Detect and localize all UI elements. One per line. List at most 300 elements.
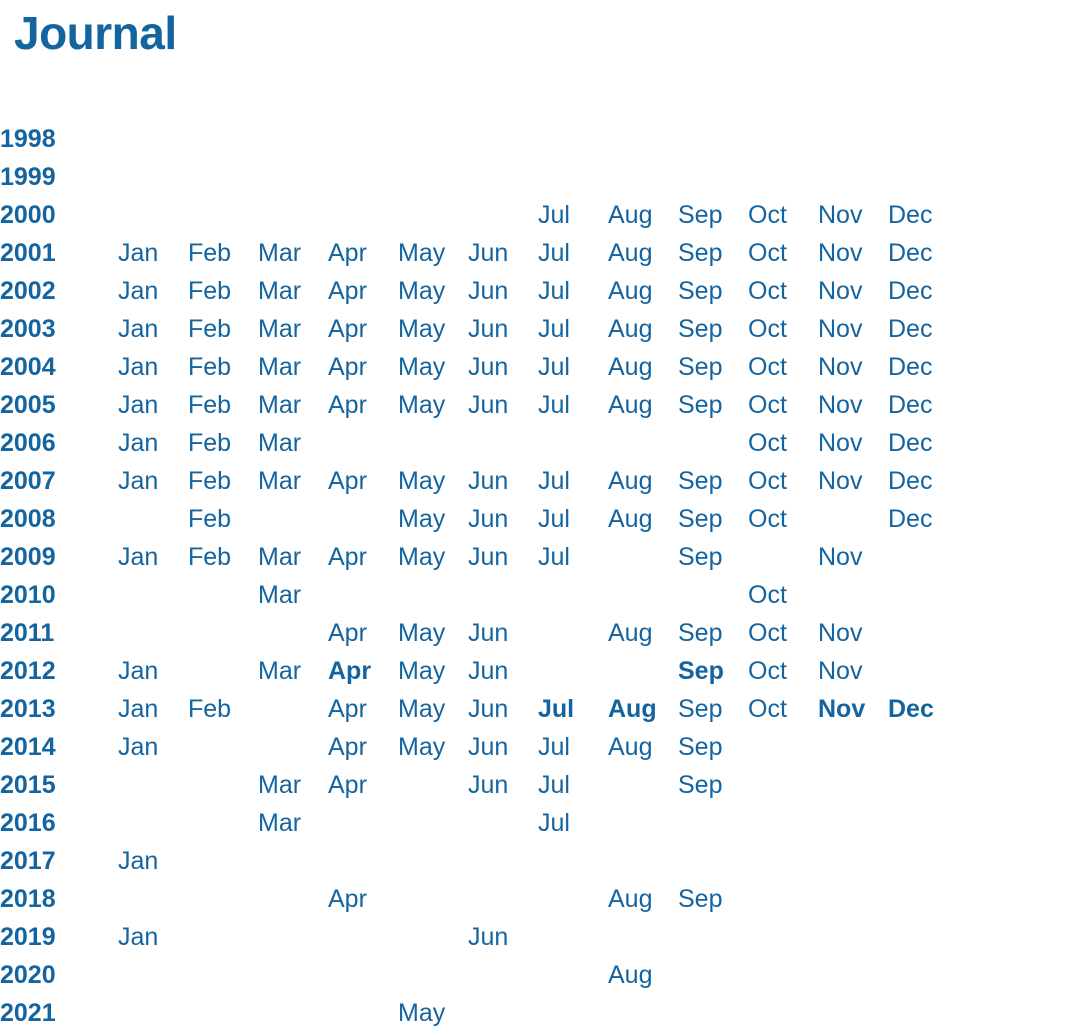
archive-month-link[interactable]: May (398, 619, 446, 647)
archive-month-cell[interactable] (538, 804, 608, 842)
archive-month-cell[interactable] (468, 500, 538, 538)
archive-month-cell[interactable] (118, 234, 188, 272)
archive-month-link[interactable]: Jun (468, 239, 509, 267)
archive-month-link[interactable]: Mar (258, 239, 302, 267)
archive-month-link[interactable]: Sep (678, 771, 723, 799)
archive-month-cell[interactable] (188, 386, 258, 424)
archive-month-cell[interactable] (188, 234, 258, 272)
archive-month-link[interactable]: Dec (888, 239, 933, 267)
archive-month-link[interactable]: Mar (258, 467, 302, 495)
archive-month-cell[interactable] (398, 690, 468, 728)
archive-month-link[interactable]: Sep (678, 315, 723, 343)
archive-month-cell[interactable] (328, 538, 398, 576)
archive-month-link[interactable]: Aug (608, 505, 653, 533)
archive-month-link[interactable]: Dec (888, 695, 934, 723)
archive-month-cell[interactable] (398, 652, 468, 690)
archive-month-link[interactable]: Jan (118, 467, 159, 495)
archive-month-cell[interactable] (328, 880, 398, 918)
archive-month-cell[interactable] (818, 196, 888, 234)
archive-month-link[interactable]: Dec (888, 429, 933, 457)
archive-month-cell[interactable] (888, 272, 958, 310)
archive-month-cell[interactable] (678, 880, 748, 918)
archive-month-link[interactable]: Feb (188, 505, 232, 533)
archive-month-cell[interactable] (188, 462, 258, 500)
archive-month-link[interactable]: Jul (538, 505, 570, 533)
archive-month-link[interactable]: Nov (818, 277, 863, 305)
archive-month-cell[interactable] (188, 538, 258, 576)
archive-month-cell[interactable] (398, 272, 468, 310)
archive-month-cell[interactable] (678, 614, 748, 652)
archive-month-cell[interactable] (118, 272, 188, 310)
archive-month-link[interactable]: Jul (538, 771, 570, 799)
archive-month-link[interactable]: Jul (538, 239, 570, 267)
archive-month-cell[interactable] (888, 196, 958, 234)
archive-month-cell[interactable] (258, 804, 328, 842)
archive-month-cell[interactable] (258, 652, 328, 690)
archive-month-link[interactable]: Jun (468, 733, 509, 761)
archive-month-link[interactable]: Jun (468, 771, 509, 799)
archive-month-cell[interactable] (748, 462, 818, 500)
archive-month-link[interactable]: Nov (818, 467, 863, 495)
archive-month-link[interactable]: Mar (258, 277, 302, 305)
archive-month-cell[interactable] (608, 386, 678, 424)
archive-month-cell[interactable] (818, 348, 888, 386)
archive-month-link[interactable]: Aug (608, 619, 653, 647)
archive-month-link[interactable]: May (398, 733, 446, 761)
archive-month-cell[interactable] (328, 234, 398, 272)
archive-month-link[interactable]: Sep (678, 619, 723, 647)
archive-month-link[interactable]: Oct (748, 239, 787, 267)
archive-month-cell[interactable] (398, 386, 468, 424)
archive-month-cell[interactable] (818, 652, 888, 690)
archive-month-cell[interactable] (398, 500, 468, 538)
archive-month-cell[interactable] (818, 690, 888, 728)
archive-month-cell[interactable] (678, 652, 748, 690)
archive-month-link[interactable]: Aug (608, 239, 653, 267)
archive-month-cell[interactable] (468, 310, 538, 348)
archive-month-link[interactable]: Jan (118, 733, 159, 761)
archive-month-cell[interactable] (538, 766, 608, 804)
archive-month-cell[interactable] (328, 348, 398, 386)
archive-month-link[interactable]: Aug (608, 315, 653, 343)
archive-month-cell[interactable] (818, 462, 888, 500)
archive-month-link[interactable]: Jan (118, 353, 159, 381)
archive-month-cell[interactable] (118, 462, 188, 500)
archive-month-cell[interactable] (608, 462, 678, 500)
archive-month-cell[interactable] (748, 500, 818, 538)
archive-month-cell[interactable] (258, 348, 328, 386)
archive-month-link[interactable]: Sep (678, 239, 723, 267)
archive-month-link[interactable]: Dec (888, 353, 933, 381)
archive-month-cell[interactable] (888, 386, 958, 424)
archive-month-link[interactable]: Feb (188, 543, 232, 571)
archive-month-link[interactable]: Mar (258, 391, 302, 419)
archive-month-cell[interactable] (118, 728, 188, 766)
archive-month-link[interactable]: Jan (118, 695, 159, 723)
archive-month-link[interactable]: Mar (258, 429, 302, 457)
archive-month-cell[interactable] (258, 310, 328, 348)
archive-month-link[interactable]: Oct (748, 391, 787, 419)
archive-month-link[interactable]: Oct (748, 315, 787, 343)
archive-month-cell[interactable] (888, 690, 958, 728)
archive-month-link[interactable]: Oct (748, 353, 787, 381)
archive-month-link[interactable]: Jan (118, 657, 159, 685)
archive-month-link[interactable]: Jun (468, 657, 509, 685)
archive-month-link[interactable]: Oct (748, 467, 787, 495)
archive-month-link[interactable]: Apr (328, 277, 367, 305)
archive-month-link[interactable]: Sep (678, 391, 723, 419)
archive-month-link[interactable]: Dec (888, 277, 933, 305)
archive-month-cell[interactable] (888, 500, 958, 538)
archive-month-link[interactable]: Jun (468, 315, 509, 343)
archive-month-link[interactable]: Jan (118, 277, 159, 305)
archive-month-link[interactable]: Aug (608, 391, 653, 419)
archive-month-link[interactable]: Feb (188, 391, 232, 419)
archive-month-link[interactable]: Jan (118, 543, 159, 571)
archive-month-cell[interactable] (468, 918, 538, 956)
archive-month-cell[interactable] (538, 538, 608, 576)
archive-month-cell[interactable] (678, 272, 748, 310)
archive-month-cell[interactable] (398, 728, 468, 766)
archive-month-cell[interactable] (678, 462, 748, 500)
archive-month-cell[interactable] (328, 310, 398, 348)
archive-month-cell[interactable] (328, 652, 398, 690)
archive-month-cell[interactable] (118, 310, 188, 348)
archive-month-link[interactable]: Jun (468, 619, 509, 647)
archive-month-link[interactable]: Nov (818, 353, 863, 381)
archive-month-link[interactable]: Dec (888, 315, 933, 343)
archive-month-link[interactable]: Jun (468, 467, 509, 495)
archive-month-cell[interactable] (118, 538, 188, 576)
archive-month-cell[interactable] (118, 386, 188, 424)
archive-month-link[interactable]: May (398, 695, 446, 723)
archive-month-cell[interactable] (538, 728, 608, 766)
archive-month-link[interactable]: Sep (678, 657, 724, 685)
archive-month-link[interactable]: Mar (258, 657, 302, 685)
archive-month-cell[interactable] (748, 386, 818, 424)
archive-month-link[interactable]: Feb (188, 467, 232, 495)
archive-month-cell[interactable] (328, 614, 398, 652)
archive-month-link[interactable]: Apr (328, 467, 367, 495)
archive-month-cell[interactable] (608, 196, 678, 234)
archive-month-cell[interactable] (398, 348, 468, 386)
archive-month-cell[interactable] (888, 234, 958, 272)
archive-month-cell[interactable] (398, 462, 468, 500)
archive-month-cell[interactable] (748, 272, 818, 310)
archive-month-link[interactable]: Feb (188, 239, 232, 267)
archive-month-link[interactable]: Nov (818, 619, 863, 647)
archive-month-link[interactable]: Jul (538, 809, 570, 837)
archive-month-cell[interactable] (608, 348, 678, 386)
archive-month-link[interactable]: Jun (468, 923, 509, 951)
archive-month-link[interactable]: Jun (468, 505, 509, 533)
archive-month-cell[interactable] (678, 766, 748, 804)
archive-month-cell[interactable] (468, 728, 538, 766)
archive-month-link[interactable]: Jun (468, 277, 509, 305)
archive-month-cell[interactable] (608, 956, 678, 994)
archive-month-link[interactable]: Sep (678, 885, 723, 913)
archive-month-cell[interactable] (888, 462, 958, 500)
archive-month-link[interactable]: Jun (468, 391, 509, 419)
archive-month-link[interactable]: May (398, 505, 446, 533)
archive-month-cell[interactable] (748, 614, 818, 652)
archive-month-cell[interactable] (608, 880, 678, 918)
archive-month-link[interactable]: Jan (118, 315, 159, 343)
archive-month-link[interactable]: Feb (188, 353, 232, 381)
archive-month-link[interactable]: Feb (188, 277, 232, 305)
archive-month-cell[interactable] (258, 766, 328, 804)
archive-month-link[interactable]: Sep (678, 353, 723, 381)
archive-month-link[interactable]: Feb (188, 429, 232, 457)
archive-month-cell[interactable] (608, 272, 678, 310)
archive-month-cell[interactable] (398, 994, 468, 1032)
archive-month-cell[interactable] (538, 500, 608, 538)
archive-month-link[interactable]: Jul (538, 733, 570, 761)
archive-month-link[interactable]: Jul (538, 277, 570, 305)
archive-month-link[interactable]: May (398, 543, 446, 571)
archive-month-link[interactable]: May (398, 467, 446, 495)
archive-month-link[interactable]: Sep (678, 467, 723, 495)
archive-month-link[interactable]: May (398, 239, 446, 267)
archive-month-link[interactable]: Nov (818, 391, 863, 419)
archive-month-cell[interactable] (678, 348, 748, 386)
archive-month-cell[interactable] (258, 576, 328, 614)
archive-month-cell[interactable] (398, 234, 468, 272)
archive-month-cell[interactable] (608, 690, 678, 728)
archive-month-link[interactable]: Oct (748, 619, 787, 647)
archive-month-link[interactable]: Aug (608, 961, 653, 989)
archive-month-cell[interactable] (328, 766, 398, 804)
archive-month-link[interactable]: Nov (818, 239, 863, 267)
archive-month-cell[interactable] (468, 538, 538, 576)
archive-month-cell[interactable] (748, 348, 818, 386)
archive-month-cell[interactable] (118, 918, 188, 956)
archive-month-cell[interactable] (468, 348, 538, 386)
archive-month-cell[interactable] (188, 272, 258, 310)
archive-month-link[interactable]: Aug (608, 201, 653, 229)
archive-month-link[interactable]: Feb (188, 315, 232, 343)
archive-month-cell[interactable] (118, 348, 188, 386)
archive-month-cell[interactable] (608, 728, 678, 766)
archive-month-cell[interactable] (818, 272, 888, 310)
archive-month-cell[interactable] (398, 310, 468, 348)
archive-month-cell[interactable] (328, 728, 398, 766)
archive-month-link[interactable]: Dec (888, 201, 933, 229)
archive-month-cell[interactable] (538, 234, 608, 272)
archive-month-cell[interactable] (748, 424, 818, 462)
archive-month-cell[interactable] (118, 424, 188, 462)
archive-month-link[interactable]: May (398, 391, 446, 419)
archive-month-cell[interactable] (188, 348, 258, 386)
archive-month-cell[interactable] (538, 310, 608, 348)
archive-month-link[interactable]: Jul (538, 695, 575, 723)
archive-month-cell[interactable] (258, 234, 328, 272)
archive-month-cell[interactable] (468, 462, 538, 500)
archive-month-link[interactable]: Mar (258, 543, 302, 571)
archive-month-link[interactable]: Apr (328, 619, 367, 647)
archive-month-cell[interactable] (188, 310, 258, 348)
archive-month-link[interactable]: Sep (678, 695, 723, 723)
archive-month-link[interactable]: Apr (328, 695, 367, 723)
archive-month-link[interactable]: Dec (888, 505, 933, 533)
archive-month-cell[interactable] (328, 462, 398, 500)
archive-month-link[interactable]: Jan (118, 847, 159, 875)
archive-month-cell[interactable] (818, 538, 888, 576)
archive-month-link[interactable]: Oct (748, 277, 787, 305)
archive-month-cell[interactable] (748, 576, 818, 614)
archive-month-cell[interactable] (678, 234, 748, 272)
archive-month-cell[interactable] (538, 196, 608, 234)
archive-month-link[interactable]: Jul (538, 353, 570, 381)
archive-month-link[interactable]: Aug (608, 277, 653, 305)
archive-month-cell[interactable] (678, 538, 748, 576)
archive-month-cell[interactable] (678, 196, 748, 234)
archive-month-link[interactable]: Nov (818, 315, 863, 343)
archive-month-cell[interactable] (678, 500, 748, 538)
archive-month-cell[interactable] (748, 234, 818, 272)
archive-month-link[interactable]: Aug (608, 695, 657, 723)
archive-month-link[interactable]: May (398, 657, 446, 685)
archive-month-cell[interactable] (468, 652, 538, 690)
archive-month-cell[interactable] (538, 272, 608, 310)
archive-month-cell[interactable] (678, 310, 748, 348)
archive-month-cell[interactable] (118, 690, 188, 728)
archive-month-link[interactable]: Jul (538, 467, 570, 495)
archive-month-link[interactable]: Apr (328, 353, 367, 381)
archive-month-cell[interactable] (818, 234, 888, 272)
archive-month-cell[interactable] (608, 614, 678, 652)
archive-month-link[interactable]: Oct (748, 429, 787, 457)
archive-month-link[interactable]: Apr (328, 657, 372, 685)
archive-month-cell[interactable] (678, 728, 748, 766)
archive-month-link[interactable]: Mar (258, 315, 302, 343)
archive-month-cell[interactable] (468, 766, 538, 804)
archive-month-cell[interactable] (258, 272, 328, 310)
archive-month-link[interactable]: Apr (328, 771, 367, 799)
archive-month-link[interactable]: Jan (118, 391, 159, 419)
archive-month-link[interactable]: Aug (608, 885, 653, 913)
archive-month-cell[interactable] (118, 842, 188, 880)
archive-month-link[interactable]: Jul (538, 315, 570, 343)
archive-month-cell[interactable] (188, 500, 258, 538)
archive-month-cell[interactable] (608, 234, 678, 272)
archive-month-link[interactable]: May (398, 353, 446, 381)
archive-month-cell[interactable] (888, 348, 958, 386)
archive-month-link[interactable]: Oct (748, 581, 787, 609)
archive-month-link[interactable]: May (398, 277, 446, 305)
archive-month-cell[interactable] (258, 462, 328, 500)
archive-month-cell[interactable] (188, 690, 258, 728)
archive-month-link[interactable]: Jan (118, 923, 159, 951)
archive-month-cell[interactable] (538, 462, 608, 500)
archive-month-cell[interactable] (608, 500, 678, 538)
archive-month-link[interactable]: Sep (678, 505, 723, 533)
archive-month-link[interactable]: Jul (538, 201, 570, 229)
archive-month-cell[interactable] (468, 614, 538, 652)
archive-month-link[interactable]: Jan (118, 429, 159, 457)
archive-month-link[interactable]: Aug (608, 353, 653, 381)
archive-month-link[interactable]: Jul (538, 543, 570, 571)
archive-month-cell[interactable] (608, 310, 678, 348)
archive-month-cell[interactable] (818, 424, 888, 462)
archive-month-link[interactable]: May (398, 999, 446, 1027)
archive-month-cell[interactable] (888, 424, 958, 462)
archive-month-cell[interactable] (748, 310, 818, 348)
archive-month-cell[interactable] (468, 690, 538, 728)
archive-month-link[interactable]: Mar (258, 353, 302, 381)
archive-month-link[interactable]: Mar (258, 581, 302, 609)
archive-month-link[interactable]: Jun (468, 695, 509, 723)
archive-month-cell[interactable] (468, 386, 538, 424)
archive-month-link[interactable]: Dec (888, 391, 933, 419)
archive-month-cell[interactable] (328, 386, 398, 424)
archive-month-cell[interactable] (818, 614, 888, 652)
archive-month-cell[interactable] (538, 690, 608, 728)
archive-month-cell[interactable] (538, 386, 608, 424)
archive-month-link[interactable]: Mar (258, 771, 302, 799)
archive-month-link[interactable]: Nov (818, 201, 863, 229)
archive-month-link[interactable]: Apr (328, 239, 367, 267)
archive-month-cell[interactable] (818, 310, 888, 348)
archive-month-cell[interactable] (748, 652, 818, 690)
archive-month-link[interactable]: Sep (678, 543, 723, 571)
archive-month-cell[interactable] (258, 386, 328, 424)
archive-month-link[interactable]: Sep (678, 201, 723, 229)
archive-month-link[interactable]: Oct (748, 201, 787, 229)
archive-month-cell[interactable] (118, 652, 188, 690)
archive-month-link[interactable]: Oct (748, 657, 787, 685)
archive-month-link[interactable]: Nov (818, 695, 866, 723)
archive-month-link[interactable]: Apr (328, 885, 367, 913)
archive-month-link[interactable]: Oct (748, 505, 787, 533)
archive-month-link[interactable]: Dec (888, 467, 933, 495)
archive-month-link[interactable]: Nov (818, 543, 863, 571)
archive-month-cell[interactable] (818, 386, 888, 424)
archive-month-cell[interactable] (538, 348, 608, 386)
archive-month-link[interactable]: Jul (538, 391, 570, 419)
archive-month-cell[interactable] (398, 538, 468, 576)
archive-month-link[interactable]: Jan (118, 239, 159, 267)
archive-month-link[interactable]: Aug (608, 467, 653, 495)
archive-month-link[interactable]: Apr (328, 315, 367, 343)
archive-month-link[interactable]: Sep (678, 733, 723, 761)
archive-month-cell[interactable] (398, 614, 468, 652)
archive-month-link[interactable]: Nov (818, 657, 863, 685)
archive-month-cell[interactable] (888, 310, 958, 348)
archive-month-cell[interactable] (748, 196, 818, 234)
archive-month-cell[interactable] (678, 386, 748, 424)
archive-month-link[interactable]: Feb (188, 695, 232, 723)
archive-month-cell[interactable] (258, 538, 328, 576)
archive-month-cell[interactable] (468, 234, 538, 272)
archive-month-link[interactable]: May (398, 315, 446, 343)
archive-month-link[interactable]: Nov (818, 429, 863, 457)
archive-month-link[interactable]: Jun (468, 353, 509, 381)
archive-month-link[interactable]: Jun (468, 543, 509, 571)
archive-month-cell[interactable] (748, 690, 818, 728)
archive-month-cell[interactable] (678, 690, 748, 728)
archive-month-cell[interactable] (328, 272, 398, 310)
archive-month-cell[interactable] (188, 424, 258, 462)
archive-month-link[interactable]: Mar (258, 809, 302, 837)
archive-month-link[interactable]: Sep (678, 277, 723, 305)
archive-month-link[interactable]: Apr (328, 391, 367, 419)
archive-month-cell[interactable] (258, 424, 328, 462)
archive-month-link[interactable]: Apr (328, 543, 367, 571)
archive-month-link[interactable]: Oct (748, 695, 787, 723)
archive-month-cell[interactable] (328, 690, 398, 728)
archive-month-link[interactable]: Apr (328, 733, 367, 761)
